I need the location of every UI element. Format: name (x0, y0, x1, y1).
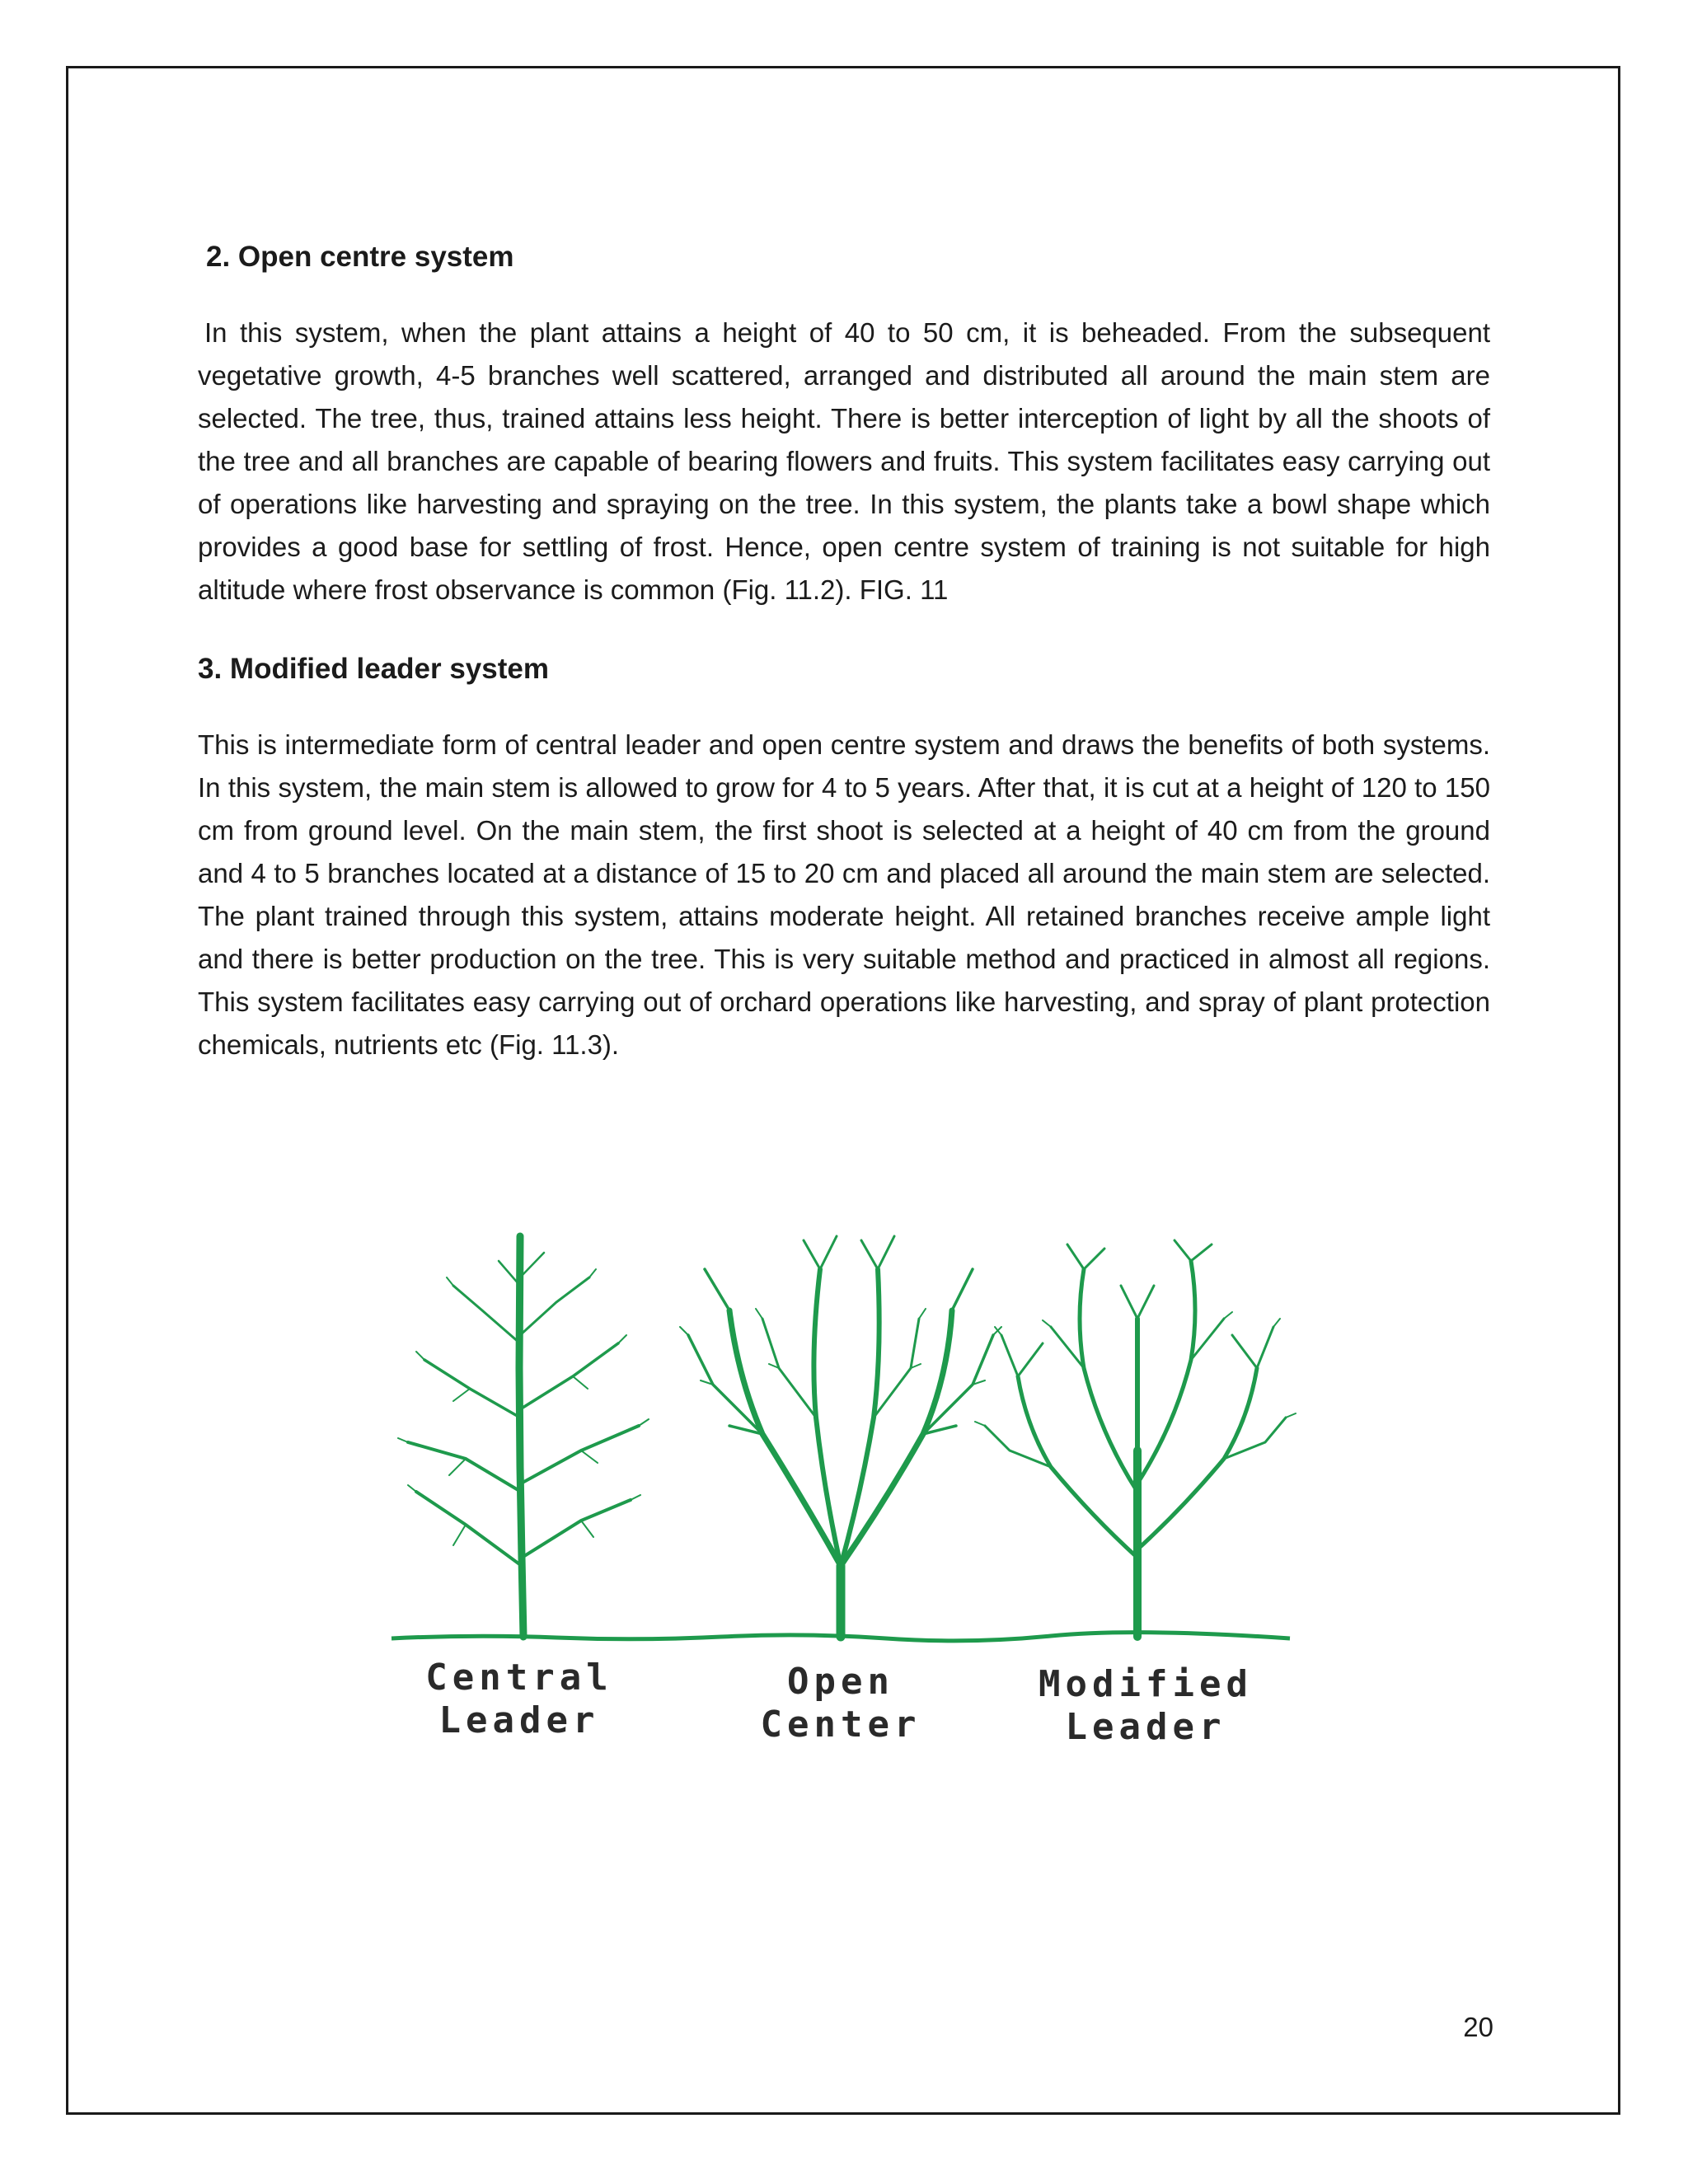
open-centre-paragraph: In this system, when the plant attains a height of 40 to 50 cm, it is beheaded. From the subsequent vegetative growth, 4-5 branches well scattered, arranged and distributed all around the main stem are selected. The tree, thus, trained attains less height. There is better interception of light by all the shoots of the tree and all branches are capable of bearing flowers and fruits. This system facilitates easy carrying out of operations like harvesting and spraying on the tree. In this system, the plants take a bowl shape which provides a good base for settling of frost. Hence, open centre system of training is not suitable for high altitude where frost observance is common (Fig. 11.2). FIG. 11 (198, 317, 1490, 605)
page-number: 20 (1463, 2012, 1493, 2042)
training-systems-figure (375, 1220, 1323, 1764)
tree-illustration (375, 1220, 1323, 1764)
open-centre-heading: 2. Open centre system (206, 241, 514, 273)
label-modified: Modified (1039, 1663, 1253, 1705)
central-leader-tree (398, 1236, 649, 1637)
page-content (198, 239, 1490, 1066)
label-modified-leader: Leader (1065, 1706, 1226, 1748)
label-open-center: Center (760, 1704, 921, 1746)
label-open: Open (787, 1661, 894, 1703)
modified-leader-paragraph: This is intermediate form of central leader and open centre system and draws the benefits of both systems. In this system, the main stem is allowed to grow for 4 to 5 years. After that, it is cut at a height of 120 to 150 cm from ground level. On the main stem, the first shoot is selected at a height of 40 cm from the ground and 4 to 5 branches located at a distance of 15 to 20 cm and placed all around the main stem are selected. The plant trained through this system, attains moderate height. All retained branches receive ample light and there is better production on the tree. This is very suitable method and practiced in almost all regions. This system facilitates easy carrying out of orchard operations like harvesting, and spray of plant protection chemicals, nutrients etc (Fig. 11.3). (198, 729, 1490, 1060)
label-central: Central (425, 1657, 613, 1699)
modified-leader-heading: 3. Modified leader system (198, 653, 549, 685)
label-central-leader: Leader (438, 1699, 600, 1741)
modified-leader-tree (975, 1240, 1296, 1637)
open-center-tree (680, 1236, 1001, 1637)
